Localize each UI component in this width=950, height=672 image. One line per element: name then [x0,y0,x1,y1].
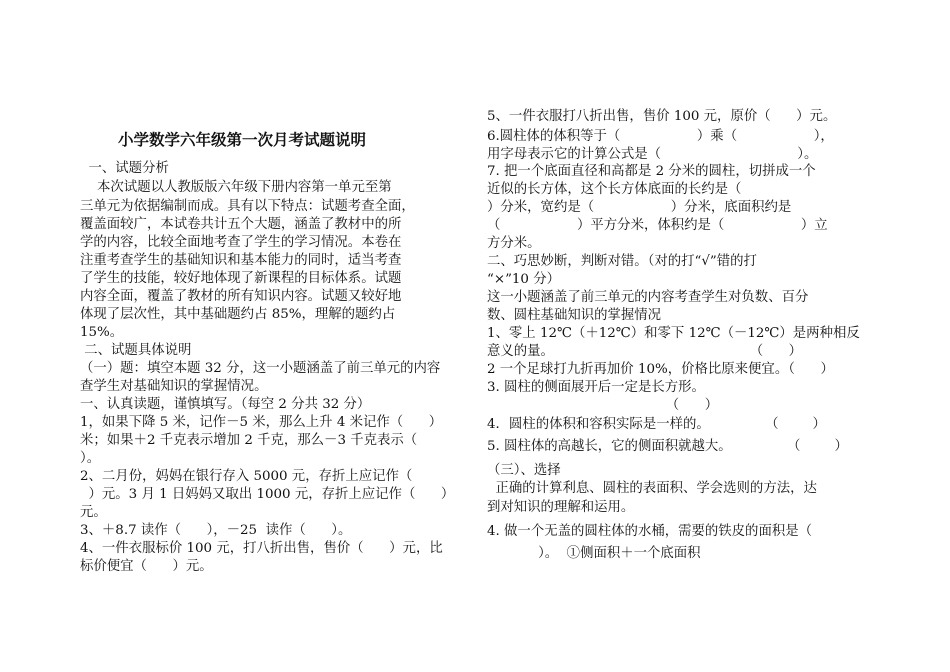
right-text-line: ）分米，宽约是（ ）分米，底面积约是 [487,200,792,215]
left-text-line: 1，如果下降 5 米，记作－5 米，那么上升 4 米记作（ ） [80,415,443,430]
left-text-line: 3、＋8.7 读作（ ），－25 读作（ ）。 [80,523,352,538]
left-text-line: 学的内容，比较全面地考查了学生的学习情况。本卷在 [80,235,402,250]
left-text-line: （一）题：填空本题 32 分，这一小题涵盖了前三单元的内容 [80,361,441,376]
right-text-line: 二、巧思妙断，判断对错。（对的打“√”错的打 [487,254,757,269]
right-text-line: 1、零上 12℃（＋12℃）和零下 12℃（－12℃）是两种相反 [487,326,860,341]
left-text-line: 内容全面，覆盖了教材的所有知识内容。试题又较好地 [80,289,402,304]
right-text-line: 这一小题涵盖了前三单元的内容考查学生对负数、百分 [487,290,809,305]
left-text-line: ）元。3 月 1 日妈妈又取出 1000 元，存折上应记作（ ） [80,487,455,502]
left-text-line: 三单元为依据编制而成。具有以下特点：试题考查全面， [80,199,415,214]
left-text-line: 查学生对基础知识的掌握情况。 [80,379,268,394]
left-text-line: 了学生的技能，较好地体现了新课程的目标体系。试题 [80,271,402,286]
right-text-line: 5、一件衣服打八折出售，售价 100 元，原价（ ）元。 [487,109,837,124]
right-text-line: 到对知识的理解和运用。 [487,500,635,515]
left-text-line: 注重考查学生的基础知识和基本能力的同时，适当考查 [80,253,402,268]
left-text-line: 元。 [80,505,107,520]
left-text-line: 二、试题具体说明 [80,343,192,358]
right-text-line: 用字母表示它的计算公式是（ ）。 [487,147,818,162]
right-text-line: （ ） [487,398,719,413]
right-text-line: 3. 圆柱的侧面展开后一定是长方形。 [487,380,705,395]
right-text-line: 意义的量。 （ ） [487,344,803,359]
right-text-line: （ ）平方分米，体积约是（ ）立 [487,218,828,233]
left-text-line: ）。 [80,451,101,466]
right-text-line: 近似的长方体，这个长方体底面的长约是（ [487,182,742,197]
left-text-line: 15%。 [80,325,124,340]
document-title: 小学数学六年级第一次月考试题说明 [118,130,367,149]
right-text-line: 2 一个足球打九折再加价 10%，价格比原来便宜。（ ） [487,362,834,377]
right-text-line: 方分米。 [487,236,541,251]
right-text-line: “×”10 分） [487,272,560,287]
left-text-line: 一、认真读题，谨慎填写。（每空 2 分共 32 分） [80,397,371,412]
left-text-line: 米；如果＋2 千克表示增加 2 千克，那么－3 千克表示（ [80,433,418,448]
right-text-line: 数、圆柱基础知识的掌握情况 [487,308,662,323]
left-text-line: 体现了层次性，其中基础题约占 85%，理解的题约占 [80,307,396,322]
right-text-line: 4．圆柱的体积和容积实际是一样的。 （ ） [487,417,826,432]
right-text-line: 6.圆柱体的体积等于（ ）乘（ ）， [487,129,834,144]
right-text-line: 正确的计算利息、圆柱的表面积、学会选则的方法，达 [487,481,817,496]
left-text-line: 标价便宜（ ）元。 [80,559,213,574]
right-text-line: 7. 把一个底面直径和高都是 2 分米的圆柱，切拼成一个 [487,164,816,179]
left-text-line: 覆盖面较广，本试卷共计五个大题，涵盖了教材中的所 [80,217,402,232]
right-text-line: ）。 ①侧面积＋一个底面积 [487,546,701,561]
right-text-line: 4. 做一个无盖的圆柱体的水桶，需要的铁皮的面积是（ [487,524,813,539]
right-text-line: 5. 圆柱体的高越长，它的侧面积就越大。 （ ） [487,439,848,454]
right-text-line: （三）、选择 [487,463,561,478]
left-text-line: 本次试题以人教版版六年级下册内容第一单元至第 [80,180,392,195]
left-text-line: 2、二月份，妈妈在银行存入 5000 元，存折上应记作（ [80,469,413,484]
left-text-line: 一、试题分析 [80,161,169,176]
left-text-line: 4、一件衣服标价 100 元，打八折出售，售价（ ）元，比 [80,541,443,556]
